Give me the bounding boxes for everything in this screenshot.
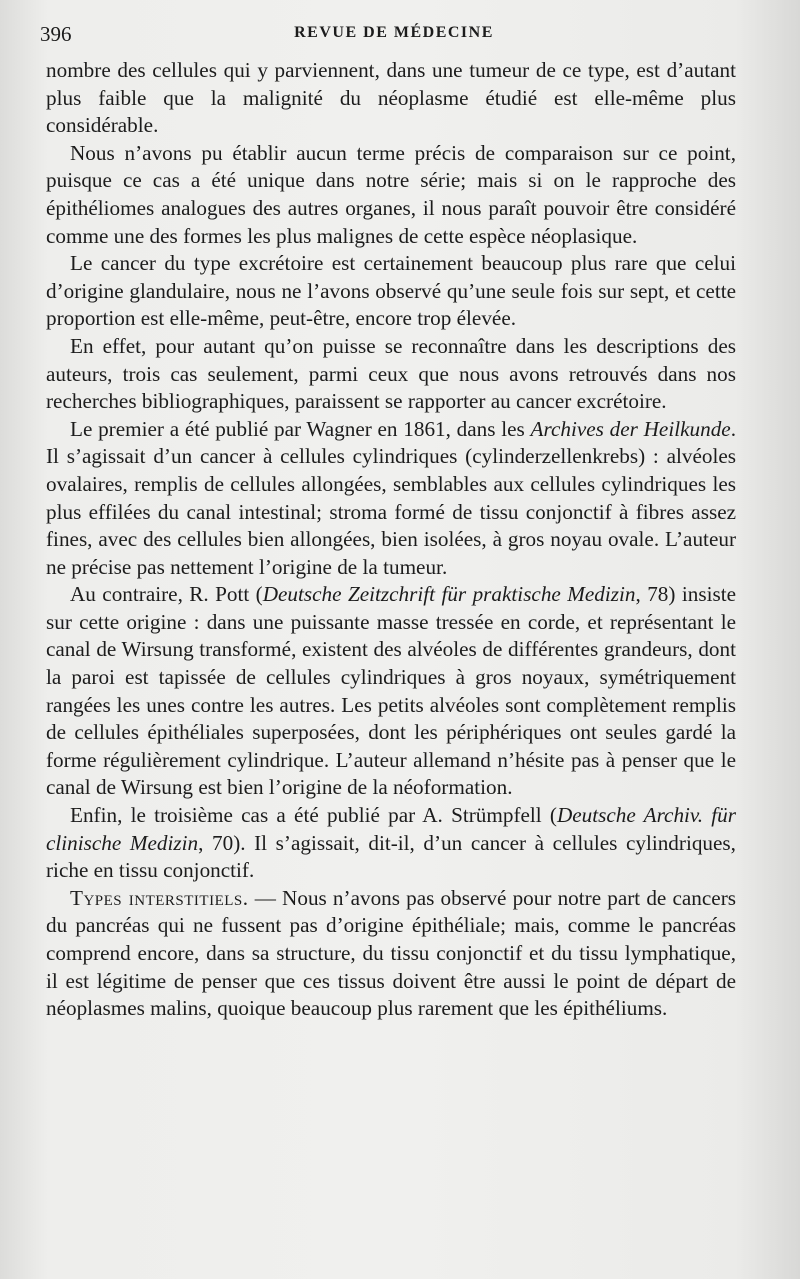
section-heading: Types interstitiels. <box>70 885 249 910</box>
journal-title: Deutsche Zeitzchrift für praktische Medizin <box>262 582 636 607</box>
text-run: , 78) insiste sur cette origine : dans une puissante masse tressée en corde, et représentant le canal de Wirsung transformé, existent des alvéoles de différentes grandeurs, dont la paroi est tapissée de cellules cylindriques à gros noyaux, symétriquement rangées les unes contre les autres. Les petits alvéoles sont complètement remplis de cellules épithéliales superposées, dont les périphériques ont seules gardé la forme régulièrement cylindrique. L’auteur allemand n’hésite pas à penser que le canal de Wirsung est bien l’origine de la néoformation. <box>46 582 736 800</box>
paragraph-strumpfell <box>46 802 736 885</box>
paragraph-interstitial <box>46 885 736 1023</box>
body-text <box>46 57 736 1023</box>
paragraph-wagner <box>46 416 736 582</box>
paragraph-descriptions: En effet, pour autant qu’on puisse se reconnaître dans les descriptions des auteurs, trois cas seulement, parmi ceux que nous avons retrouvés dans nos recherches bibliographiques, paraissent se rapporter au cancer excrétoire. <box>46 333 736 414</box>
text-run: Au contraire, R. Pott ( <box>70 582 263 607</box>
paragraph-comparison: Nous n’avons pu établir aucun terme précis de comparaison sur ce point, puisque ce cas a été unique dans notre série; mais si on le rapproche des épithéliomes analogues des autres organes, il nous paraît pouvoir être considéré comme une des formes les plus malignes de cette espèce néoplasique. <box>46 140 736 248</box>
paragraph-excretory-type: Le cancer du type excrétoire est certainement beaucoup plus rare que celui d’origine glandulaire, nous ne l’avons observé qu’une seule fois sur sept, et cette proportion est elle-même, peut-être, encore trop élevée. <box>46 251 736 331</box>
text-run: Enfin, le troisième cas a été publié par A. Strümpfell ( <box>70 803 557 828</box>
paragraph-pott <box>46 581 736 802</box>
journal-title: Deutsche Archiv. für clinische Medizin <box>46 803 736 855</box>
journal-title: Archives der Heilkunde <box>530 416 731 441</box>
text-run: . Il s’agissait d’un cancer à cellules cylindriques (cylinderzellenkrebs) : alvéoles ovalaires, remplis de cellules allongées, semblables aux cellules cylindriques les plus effilées du canal intestinal; stroma formé de tissu conjonctif à fibres assez fines, avec des cellules bien allongées, bien isolées, à gros noyau ovale. L’auteur ne précise pas nettement l’origine de la tumeur. <box>46 416 736 579</box>
text-run: , 70). Il s’agissait, dit-il, d’un cancer à cellules cylindriques, riche en tissu conjonctif. <box>46 830 736 883</box>
running-title: REVUE DE MÉDECINE <box>294 24 494 41</box>
page-number: 396 <box>40 22 72 46</box>
text-run: — Nous n’avons pas observé pour notre part de cancers du pancréas qui ne fussent pas d’origine épithéliale; mais, comme le pancréas comprend encore, dans sa structure, du tissu conjonctif et du tissu lymphatique, il est légitime de penser que ces tissus doivent être aussi le point de départ de néoplasmes malins, quoique beaucoup plus rarement que les épithéliums. <box>46 885 736 1021</box>
text-run: Le premier a été publié par Wagner en 1861, dans les <box>70 416 531 441</box>
page-header <box>40 22 748 48</box>
paragraph-continuation: nombre des cellules qui y parviennent, dans une tumeur de ce type, est d’autant plus faible que la malignité du néoplasme étudié est elle-même plus considérable. <box>46 58 736 138</box>
